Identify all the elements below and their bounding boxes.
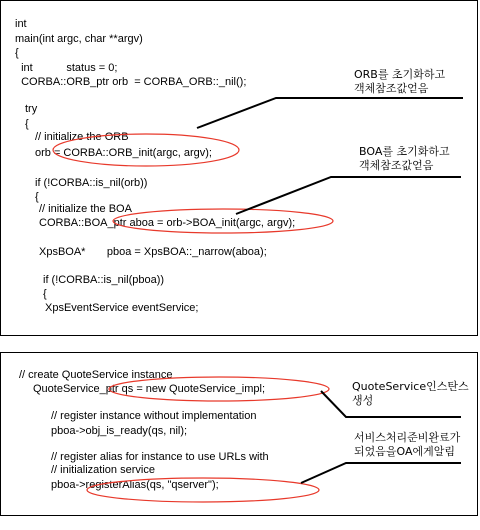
code-line: int status = 0; (15, 62, 118, 74)
code-line: if (!CORBA::is_nil(pboa)) (43, 274, 165, 286)
code-line: // register alias for instance to use URLs with (51, 451, 269, 463)
callout-line-boa (236, 177, 461, 214)
code-line: XpsBOA* pboa = XpsBOA::_narrow(aboa); (39, 246, 267, 258)
annotation-quoteservice-instance: QuoteService인스탄스 생성 (352, 380, 469, 407)
code-line: { (15, 47, 19, 59)
code-line: // register instance without implementation (51, 410, 257, 422)
code-line: // initialize the BOA (39, 203, 132, 215)
code-line: CORBA::ORB_ptr orb = CORBA_ORB::_nil(); (15, 76, 247, 88)
callout-line-orb (197, 98, 463, 128)
code-line: // initialize the ORB (35, 131, 129, 143)
code-line: { (43, 288, 47, 300)
code-line: // initialization service (51, 464, 155, 476)
code-line: try (25, 103, 38, 115)
highlight-ellipse-quoteservice (109, 377, 329, 401)
code-line: pboa->registerAlias(qs, "qserver"); (51, 479, 219, 491)
code-panel-service (0, 352, 478, 516)
code-line: QuoteService_ptr qs = new QuoteService_impl; (33, 383, 266, 395)
annotation-boa-init: BOA를 초기화하고 객체참조값얻음 (359, 145, 450, 172)
code-line: pboa->obj_is_ready(qs, nil); (51, 425, 188, 437)
highlight-ellipse-orb-init (53, 134, 239, 166)
code-line: { (25, 118, 29, 130)
annotation-orb-init: ORB를 초기화하고 객체참조값얻음 (354, 68, 446, 95)
code-line: if (!CORBA::is_nil(orb)) (35, 177, 148, 189)
code-line: int (15, 18, 27, 30)
callout-line-register-alias (301, 463, 461, 483)
callout-overlay-top (1, 1, 479, 337)
callout-overlay-bottom (1, 353, 479, 517)
highlight-ellipse-boa-init (113, 209, 333, 233)
code-line: { (35, 191, 39, 203)
annotation-obj-is-ready: 서비스처리준비완료가 되었음을OA에게알림 (354, 431, 461, 458)
callout-line-quoteservice (321, 391, 461, 417)
code-line: XpsEventService eventService; (45, 302, 199, 314)
code-line: // create QuoteService instance (19, 369, 173, 381)
code-line: main(int argc, char **argv) (15, 33, 143, 45)
highlight-ellipse-register-alias (87, 478, 319, 502)
code-line: CORBA::BOA_ptr aboa = orb->BOA_init(argc, argv); (39, 217, 296, 229)
code-line: orb = CORBA::ORB_init(argc, argv); (35, 147, 212, 159)
